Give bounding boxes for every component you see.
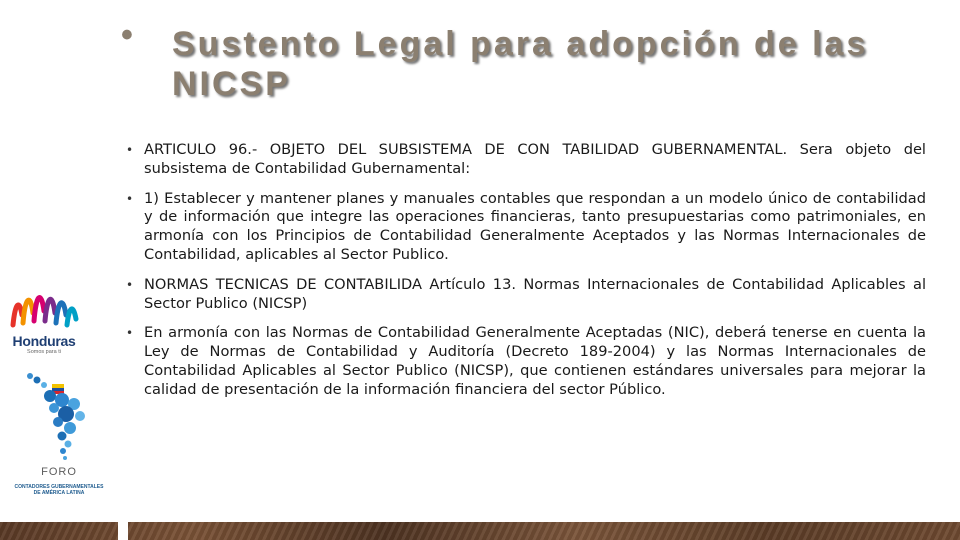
bullet-item-establecer [124,190,926,265]
bullet-item-normas-tecnicas [124,276,926,314]
bullet-marker: • [126,326,134,341]
bottom-texture-band [0,522,960,540]
slide-title: Sustento Legal para adopción de las NICSP [172,25,869,103]
bullet-marker: • [126,191,134,206]
bullet-marker: • [126,143,134,157]
foro-subtitle-line1: CONTADORES GUBERNAMENTALES [14,484,104,490]
honduras-waves-icon [5,285,83,335]
bullet-text: NORMAS TECNICAS DE CONTABILIDA Artículo 13. Normas Internacionales de Contabilidad Aplicables al Sector Publico (NICSP) [144,275,926,312]
title-bullet: • [121,16,133,54]
honduras-tagline: Somos para ti [27,349,61,355]
bullet-list [124,141,926,411]
bullet-text: 1) Establecer y mantener planes y manuales contables que respondan a un modelo único de contabilidad y de información que integre las operaciones financieras, tanto presupuestarias como patrimoniales, en armonía con los Principios de Contabilidad Generalmente Aceptados y las Normas Internacionales de Contabilidad, aplicables al Sector Publico. [144,189,926,263]
foro-logo [8,368,110,508]
bullet-text: En armonía con las Normas de Contabilidad Generalmente Aceptadas (NIC), deberá tenerse en cuenta la Ley de Normas de Contabilidad y Auditoría (Decreto 189-2004) y las Normas Internacionales de Contabilidad Aplicables al Sector Publico (NICSP), que contienen estándares universales para mejorar la calidad de presentación de la información financiera del sector Público. [144,324,926,398]
bullet-marker: • [126,277,134,292]
bullet-text: ARTICULO 96.- OBJETO DEL SUBSISTEMA DE CON TABILIDAD GUBERNAMENTAL. Sera objeto del subsistema de Contabilidad Gubernamental: [144,141,926,177]
bullet-item-en-armonia [124,324,926,399]
foro-wordmark: FORO [41,466,77,478]
honduras-logo [5,285,83,360]
band-divider [118,522,128,540]
latin-america-map-icon [8,368,110,464]
bullet-item-articulo-96 [124,141,926,179]
foro-subtitle [8,484,110,496]
foro-subtitle-line2: DE AMÉRICA LATINA [33,490,85,496]
honduras-wordmark: Honduras [12,333,76,349]
